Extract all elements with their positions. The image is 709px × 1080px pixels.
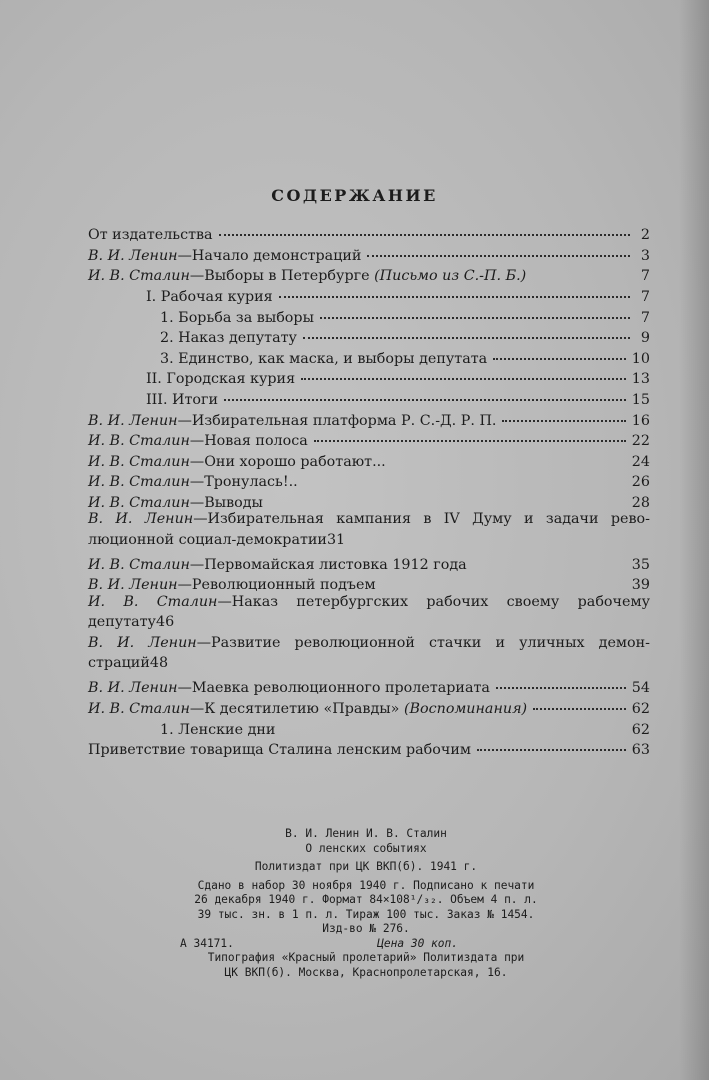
table-of-contents [88,223,650,758]
toc-page-number: 35 [631,556,650,573]
toc-entry-label: —Новая полоса [189,433,308,450]
imprint-order-number: А 34171. [180,936,234,950]
imprint-print-line: Сдано в набор 30 ноября 1940 г. Подписано к печати [197,878,535,892]
toc-page-number: 31 [326,531,346,548]
toc-entry-author: И. В. Сталин [88,495,190,512]
imprint-order-price [180,937,552,952]
dot-leader [496,673,626,689]
dot-leader [493,344,626,360]
toc-page-number: 63 [631,742,650,759]
toc-page-number: 7 [640,268,650,285]
toc-entry-author: И. В. Сталин [88,474,190,491]
toc-page-number: 26 [631,474,650,491]
toc-page-number: 24 [631,453,650,470]
toc-page-number: 54 [631,680,650,697]
imprint-print-line: 26 декабря 1940 г. Формат 84×108¹/₃₂. Объем 4 п. л. [194,893,538,906]
dot-leader [314,426,626,442]
toc-page-number: 10 [631,350,650,367]
dot-leader [320,302,630,318]
toc-entry-author: В. И. Ленин [88,680,178,697]
toc-entry-label: 1. Борьба за выборы [160,309,314,326]
toc-entry-label: III. Итоги [146,392,219,409]
toc-page-number: 3 [640,247,650,264]
dot-leader [392,447,626,463]
toc-entry-author: В. И. Ленин [88,634,197,651]
toc-entry-label-continued: люционной социал-демократии [88,531,327,548]
dot-leader [269,488,626,504]
toc-page-number: 13 [631,371,650,388]
dot-leader [532,261,630,277]
dot-leader [533,694,626,710]
toc-entry-label: —Первомайская листовка 1912 года [189,556,467,573]
toc-entry-label-continued: страций [88,655,150,672]
toc-entry-label: 3. Единство, как маска, и выборы депутата [160,350,488,367]
toc-entry-note: (Воспоминания) [403,700,528,717]
dot-leader [502,405,625,421]
toc-page-number: 15 [631,392,650,409]
toc-page-number: 16 [631,412,650,429]
toc-entry-label: —Развитие революционной стачки и уличных демон- [196,634,650,651]
toc-entry [88,491,650,512]
toc-entry-label: —Избирательная платформа Р. С.-Д. Р. П. [177,412,497,429]
imprint-publisher: Политиздат при ЦК ВКП(б). 1941 г. [254,860,478,873]
toc-page-number: 48 [149,655,169,672]
toc-entry-author: В. И. Ленин [88,511,194,528]
toc-entry-label: —Маевка революционного пролетариата [177,680,490,697]
toc-entry-label: 2. Наказ депутату [160,330,297,347]
toc-entry-label: —К десятилетию «Правды» [189,700,400,717]
toc-page-number: 2 [640,227,650,244]
toc-entry-author: И. В. Сталин [88,700,190,717]
toc-page-number: 22 [631,433,650,450]
toc-entry-label: —Они хорошо работают... [189,453,386,470]
imprint-print-line: 39 тыс. зн. в 1 п. л. Тираж 100 тыс. Заказ № 1454. [197,907,535,921]
toc-entry-label: II. Городская курия [146,371,296,388]
toc-entry-label: I. Рабочая курия [146,289,273,306]
toc-entry-label: Приветствие товарища Сталина ленским рабочим [88,742,471,759]
imprint-book-title: О ленских событиях [305,841,427,855]
toc-entry-author: В. И. Ленин [88,577,178,594]
toc-page-number: 62 [631,700,650,717]
toc-entry [88,635,650,676]
toc-entry-label: От издательства [88,227,213,244]
imprint-print-line: Изд-во № 276. [322,922,410,935]
toc-entry-label: —Выводы [189,495,263,512]
toc-page-number: 9 [640,330,650,347]
toc-page-number: 7 [640,289,650,306]
imprint-printer: ЦК ВКП(б). Москва, Краснопролетарская, 16. [224,965,508,979]
toc-entry [88,511,650,552]
toc-page-number: 28 [631,495,650,512]
toc-entry-author: И. В. Сталин [88,433,190,450]
imprint-authors: В. И. Ленин И. В. Сталин [285,827,447,840]
dot-leader [303,323,630,339]
toc-entry-label-continued: депутату [88,614,156,631]
dot-leader [304,467,626,483]
imprint-block [180,827,552,980]
toc-entry-author: В. И. Ленин [88,412,178,429]
dot-leader [219,220,630,236]
toc-entry-label: —Начало демонстраций [177,247,362,264]
dot-leader [473,550,626,566]
dot-leader [477,735,626,751]
dot-leader [224,385,626,401]
toc-entry-note: (Письмо из С.-П. Б.) [374,268,527,285]
toc-entry-label: —Наказ петербургских рабочих своему рабочему [217,593,650,610]
toc-entry-label: —Выборы в Петербурге [189,268,370,285]
page-edge-shadow [679,0,709,1080]
toc-entry-author: И. В. Сталин [88,556,190,573]
toc-entry [88,573,650,594]
toc-entry-label: —Избирательная кампания в IV Думу и задачи рево- [193,511,650,528]
toc-page-number: 7 [640,309,650,326]
toc-entry-label: 1. Ленские дни [160,721,276,738]
dot-leader [367,241,630,257]
contents-title: СОДЕРЖАНИЕ [271,186,438,205]
toc-entry-label: —Тронулась!.. [189,474,298,491]
dot-leader [281,714,625,730]
toc-page-number: 62 [631,721,650,738]
toc-entry [88,594,650,635]
toc-entry-author: И. В. Сталин [88,453,190,470]
toc-entry-author: И. В. Сталин [88,593,218,610]
dot-leader [301,364,626,380]
imprint-printer: Типография «Красный пролетарий» Политиздата при [207,951,525,964]
dot-leader [279,282,630,298]
toc-entry-label: —Революционный подъем [177,577,376,594]
dot-leader [382,570,626,586]
toc-entry [88,738,650,759]
toc-page-number: 39 [631,577,650,594]
toc-entry-author: В. И. Ленин [88,247,178,264]
toc-entry-author: И. В. Сталин [88,268,190,285]
imprint-price: Цена 30 коп. [377,936,458,950]
toc-page-number: 46 [155,614,175,631]
